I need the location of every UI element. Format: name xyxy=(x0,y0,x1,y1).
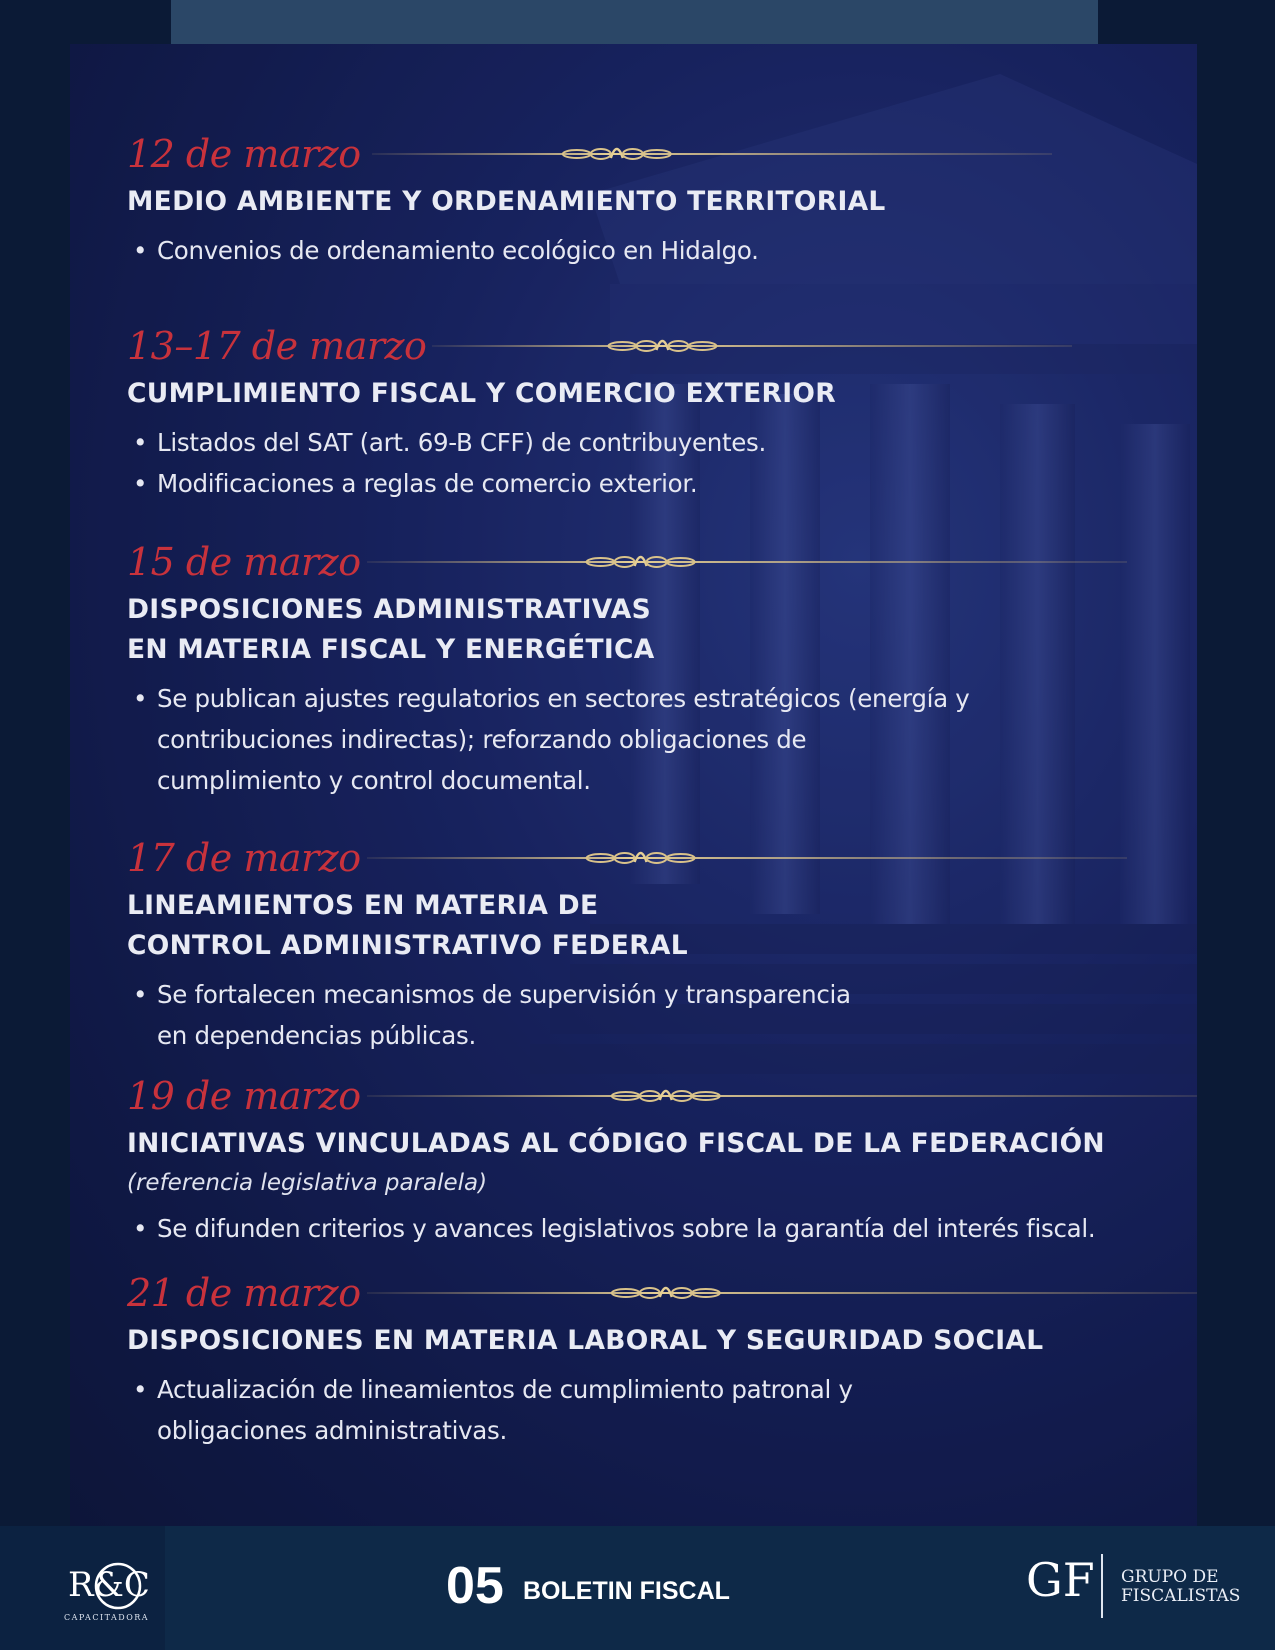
rc-logo-monogram: R&C xyxy=(68,1565,150,1605)
footer xyxy=(0,1526,1275,1650)
gold-ornament-divider xyxy=(367,550,1127,574)
section-heading xyxy=(127,590,1187,670)
bullet-item xyxy=(127,678,1187,801)
gf-logo-text-line1: GRUPO DE xyxy=(1121,1567,1219,1587)
bullet-item xyxy=(127,422,1187,463)
section-heading-line: CUMPLIMIENTO FISCAL Y COMERCIO EXTERIOR xyxy=(127,378,836,409)
bullet-dot-icon: • xyxy=(133,428,148,457)
section-date: 17 de marzo xyxy=(127,836,361,880)
bullet-dot-icon: • xyxy=(133,1214,148,1243)
bullet-text-line: en dependencias públicas. xyxy=(157,1021,476,1050)
date-row xyxy=(127,1271,1187,1321)
section-subheading: (referencia legislativa paralela) xyxy=(127,1170,488,1196)
bullet-list xyxy=(127,1208,1187,1249)
timeline-section xyxy=(127,1074,1187,1249)
gf-logo xyxy=(1024,1550,1095,1620)
bullet-text-line: contribuciones indirectas); reforzando obligaciones de xyxy=(157,725,807,754)
bullet-list xyxy=(127,1369,1187,1451)
bullet-text-line: Convenios de ordenamiento ecológico en Hidalgo. xyxy=(157,236,759,265)
timeline-section xyxy=(127,540,1187,801)
bullet-list xyxy=(127,422,1187,504)
section-heading xyxy=(127,886,1187,966)
logo-divider xyxy=(1101,1554,1103,1618)
bullet-item xyxy=(127,974,1187,1056)
timeline-section xyxy=(127,1271,1187,1451)
section-heading-line: INICIATIVAS VINCULADAS AL CÓDIGO FISCAL DE LA FEDERACIÓN xyxy=(127,1128,1105,1159)
gf-logo-text xyxy=(1121,1568,1240,1606)
bullet-item xyxy=(127,1369,1187,1451)
gold-ornament-divider xyxy=(367,846,1127,870)
timeline-section xyxy=(127,324,1187,504)
section-heading-line: LINEAMIENTOS EN MATERIA DE xyxy=(127,890,599,921)
top-band xyxy=(171,0,1098,44)
date-row xyxy=(127,132,1187,182)
bullet-text-line: Modificaciones a reglas de comercio exterior. xyxy=(157,469,698,498)
bullet-dot-icon: • xyxy=(133,236,148,265)
gold-ornament-divider xyxy=(367,1281,1197,1305)
bullet-item xyxy=(127,1208,1187,1249)
bullet-text-line: cumplimiento y control documental. xyxy=(157,766,591,795)
bullet-dot-icon: • xyxy=(133,469,148,498)
gf-logo-text-line2: FISCALISTAS xyxy=(1121,1586,1241,1606)
rc-logo-caption: CAPACITADORA xyxy=(64,1613,150,1622)
section-date: 19 de marzo xyxy=(127,1074,361,1118)
section-date: 15 de marzo xyxy=(127,540,361,584)
bullet-dot-icon: • xyxy=(133,980,148,1009)
section-heading-line: EN MATERIA FISCAL Y ENERGÉTICA xyxy=(127,634,655,665)
footer-left-panel xyxy=(0,1526,165,1650)
bullet-text-line: obligaciones administrativas. xyxy=(157,1416,507,1445)
section-heading xyxy=(127,1321,1187,1361)
section-date: 12 de marzo xyxy=(127,132,361,176)
bullet-text-line: Se publican ajustes regulatorios en sectores estratégicos (energía y xyxy=(157,684,970,713)
bullet-item xyxy=(127,463,1187,504)
bullet-dot-icon: • xyxy=(133,1375,148,1404)
section-heading-line: MEDIO AMBIENTE Y ORDENAMIENTO TERRITORIAL xyxy=(127,186,886,217)
section-date: 13–17 de marzo xyxy=(127,324,427,368)
bullet-text-line: Listados del SAT (art. 69-B CFF) de contribuyentes. xyxy=(157,428,766,457)
bullet-list xyxy=(127,974,1187,1056)
section-heading xyxy=(127,374,1187,414)
gf-logo-monogram: GF xyxy=(1026,1553,1095,1607)
date-row xyxy=(127,540,1187,590)
section-heading xyxy=(127,1124,1187,1164)
bullet-dot-icon: • xyxy=(133,684,148,713)
gold-ornament-divider xyxy=(432,334,1072,358)
bullet-list xyxy=(127,678,1187,801)
bullet-text-line: Se fortalecen mecanismos de supervisión y transparencia xyxy=(157,980,851,1009)
section-heading-line: DISPOSICIONES ADMINISTRATIVAS xyxy=(127,594,652,625)
timeline-section xyxy=(127,836,1187,1056)
gold-ornament-divider xyxy=(372,142,1052,166)
bullet-text-line: Se difunden criterios y avances legislativos sobre la garantía del interés fiscal. xyxy=(157,1214,1096,1243)
date-row xyxy=(127,324,1187,374)
poster xyxy=(70,44,1197,1526)
bullet-text-line: Actualización de lineamientos de cumplimiento patronal y xyxy=(157,1375,853,1404)
bullet-item xyxy=(127,230,1187,271)
page-title: BOLETIN FISCAL xyxy=(523,1577,730,1605)
bullet-list xyxy=(127,230,1187,271)
section-date: 21 de marzo xyxy=(127,1271,361,1315)
date-row xyxy=(127,1074,1187,1124)
date-row xyxy=(127,836,1187,886)
gold-ornament-divider xyxy=(367,1084,1197,1108)
section-heading xyxy=(127,182,1187,222)
page-number: 05 xyxy=(446,1557,504,1615)
section-heading-line: DISPOSICIONES EN MATERIA LABORAL Y SEGURIDAD SOCIAL xyxy=(127,1325,1044,1356)
timeline-section xyxy=(127,132,1187,271)
section-heading-line: CONTROL ADMINISTRATIVO FEDERAL xyxy=(127,930,688,961)
